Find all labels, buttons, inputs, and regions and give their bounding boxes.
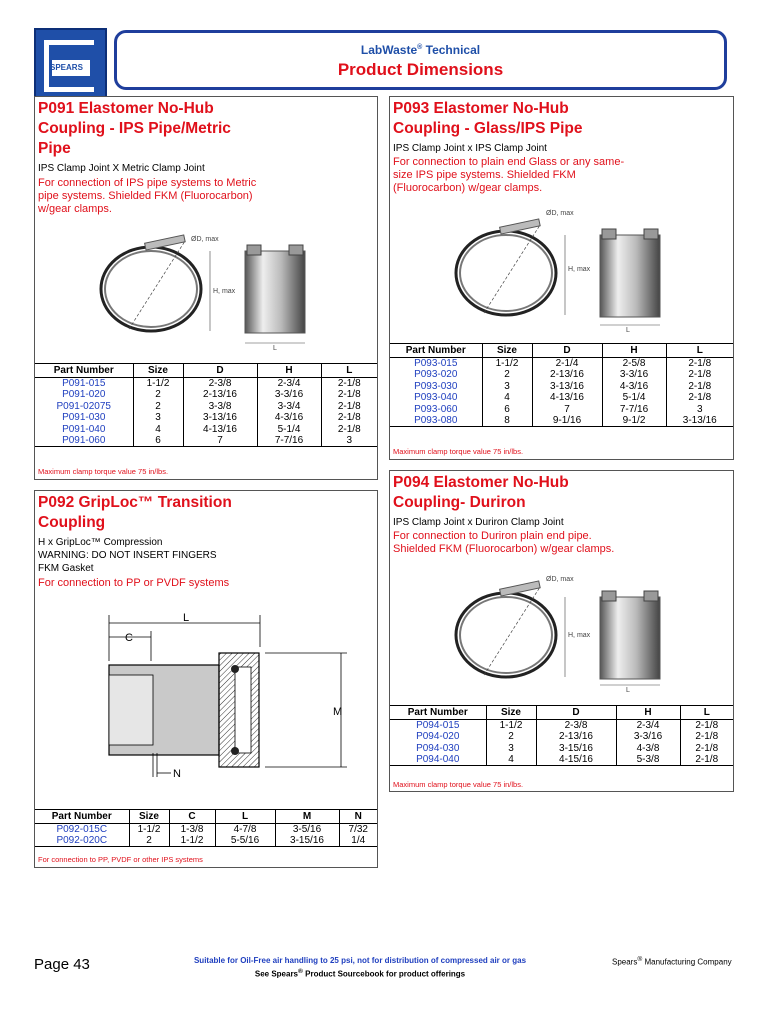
p091-desc: For connection of IPS pipe systems to Metric pipe systems. Shielded FKM (Fluorocarbon) w/gear clamps.	[38, 177, 257, 215]
p093-coupling-drawing	[450, 205, 710, 335]
p094-table: Part Number Size D H L P094-015 1-1/2 2-3/8 2-3/4 2-1/8 P094-020 2 2-13/16 3-3/16 2-1/8 P094-030 3 3-15/16 4-3/8 2-1/8 P094-040 4 4-15/16 5-3/8 2-1/8	[390, 705, 733, 766]
page-title: Product Dimensions	[337, 60, 504, 79]
table-row: P093-080 8 9-1/16 9-1/2 3-13/16	[390, 415, 733, 427]
p094-title: P094 Elastomer No-Hub Coupling- Duriron	[393, 474, 569, 511]
p092-desc: For connection to PP or PVDF systems	[38, 577, 230, 589]
p094-l-label: L	[626, 687, 630, 694]
p092-title: P092 GripLoc™ Transition Coupling	[38, 494, 232, 531]
p091-hmax-label: H, max	[213, 288, 236, 295]
p092-table: Part Number Size C L M N P092-015C 1-1/2 1-3/8 4-7/8 3-5/16 7/32 P092-020C 2 1-1/2 5-5/16 3-15/16 1/4	[35, 809, 377, 847]
p093-joint: IPS Clamp Joint x IPS Clamp Joint	[393, 143, 547, 154]
p093-l-label: L	[626, 327, 630, 334]
p092-joint: H x GripLoc™ Compression	[38, 537, 163, 548]
table-row: P091-02075 2 3-3/8 3-3/4 2-1/8	[35, 401, 377, 413]
table-row: P092-015C 1-1/2 1-3/8 4-7/8 3-5/16 7/32	[35, 824, 377, 836]
p094-joint: IPS Clamp Joint x Duriron Clamp Joint	[393, 517, 564, 528]
table-row: P091-020 2 2-13/16 3-3/16 2-1/8	[35, 389, 377, 401]
footer-sourcebook: See Spears® Product Sourcebook for product offerings	[254, 968, 466, 979]
p094-desc: For connection to Duriron plain end pipe. Shielded FKM (Fluorocarbon) w/gear clamps.	[393, 530, 615, 555]
table-row: P094-030 3 3-15/16 4-3/8 2-1/8	[390, 743, 733, 755]
panel-p093	[389, 96, 734, 460]
p093-table: Part Number Size D H L P093-015 1-1/2 2-1/4 2-5/8 2-1/8 P093-020 2 2-13/16 3-3/16 2-1/8 P093-030 3 3-13/16 4-3/16 2-1/8 P093-040 4 4-13/16 5-1/4 2-1/8 P093-060 6 7 7-7/16 3 P093-080 8 9-1/16 9-1/2 3-13/16	[390, 343, 733, 427]
p093-note: Maximum clamp torque value 75 in/lbs.	[393, 447, 524, 456]
p092-gasket: FKM Gasket	[38, 563, 94, 574]
p091-coupling-drawing	[95, 221, 355, 351]
table-row: P091-030 3 3-13/16 4-3/16 2-1/8	[35, 412, 377, 424]
table-row: P091-015 1-1/2 2-3/8 2-3/4 2-1/8	[35, 378, 377, 390]
p092-l-label: L	[183, 612, 190, 624]
table-row: P094-015 1-1/2 2-3/8 2-3/4 2-1/8	[390, 720, 733, 732]
table-row: P093-060 6 7 7-7/16 3	[390, 404, 733, 416]
p091-note: Maximum clamp torque value 75 in/lbs.	[38, 467, 169, 476]
p094-dmax-label: ØD, max	[546, 576, 574, 583]
spears-logo	[34, 28, 107, 101]
p092-coupling-drawing	[95, 609, 355, 789]
footer-company: Spears® Manufacturing Company	[612, 956, 732, 967]
p093-hmax-label: H, max	[568, 266, 591, 273]
table-row: P093-030 3 3-13/16 4-3/16 2-1/8	[390, 381, 733, 393]
logo-text: SPEARS	[50, 63, 83, 72]
p092-n-label: N	[173, 768, 181, 780]
p091-title: P091 Elastomer No-Hub Coupling - IPS Pipe/Metric Pipe	[38, 100, 231, 157]
p091-l-label: L	[273, 345, 277, 351]
table-row: P093-040 4 4-13/16 5-1/4 2-1/8	[390, 392, 733, 404]
panel-p091	[34, 96, 378, 480]
table-row: P094-040 4 4-15/16 5-3/8 2-1/8	[390, 754, 733, 766]
table-row: P093-020 2 2-13/16 3-3/16 2-1/8	[390, 369, 733, 381]
p093-desc: For connection to plain end Glass or any same- size IPS pipe systems. Shielded FKM (Fluorocarbon) w/gear clamps.	[393, 156, 625, 194]
p094-coupling-drawing	[450, 567, 710, 697]
header-title-box	[114, 30, 727, 90]
p093-dmax-label: ØD, max	[546, 210, 574, 217]
p094-hmax-label: H, max	[568, 632, 591, 639]
p092-c-label: C	[125, 632, 133, 644]
p094-note: Maximum clamp torque value 75 in/lbs.	[393, 780, 524, 789]
header-subtitle: LabWaste® Technical	[360, 43, 481, 57]
panel-p092	[34, 490, 378, 868]
p093-title: P093 Elastomer No-Hub Coupling - Glass/IPS Pipe	[393, 100, 583, 137]
table-row: P091-040 4 4-13/16 5-1/4 2-1/8	[35, 424, 377, 436]
table-row: P092-020C 2 1-1/2 5-5/16 3-15/16 1/4	[35, 835, 377, 847]
p091-joint: IPS Clamp Joint X Metric Clamp Joint	[38, 163, 205, 174]
p092-note: For connection to PP, PVDF or other IPS systems	[38, 855, 203, 864]
table-row: P094-020 2 2-13/16 3-3/16 2-1/8	[390, 731, 733, 743]
page-number: Page 43	[34, 956, 90, 973]
p092-m-label: M	[333, 706, 343, 718]
panel-p094	[389, 470, 734, 792]
footer-notice: Suitable for Oil-Free air handling to 25 psi, not for distribution of compressed air or gas	[193, 956, 527, 965]
table-row: P093-015 1-1/2 2-1/4 2-5/8 2-1/8	[390, 358, 733, 370]
p091-dmax-label: ØD, max	[191, 236, 219, 243]
p091-table: Part Number Size D H L P091-015 1-1/2 2-3/8 2-3/4 2-1/8 P091-020 2 2-13/16 3-3/16 2-1/8 P091-02075 2 3-3/8 3-3/4 2-1/8 P091-030 3 3-13/16 4-3/16 2-1/8 P091-040 4 4-13/16 5-1/4 2-1/8 P091-060 6 7 7-7/16 3	[35, 363, 377, 447]
table-row: P091-060 6 7 7-7/16 3	[35, 435, 377, 447]
p092-warning: WARNING: DO NOT INSERT FINGERS	[38, 550, 217, 561]
